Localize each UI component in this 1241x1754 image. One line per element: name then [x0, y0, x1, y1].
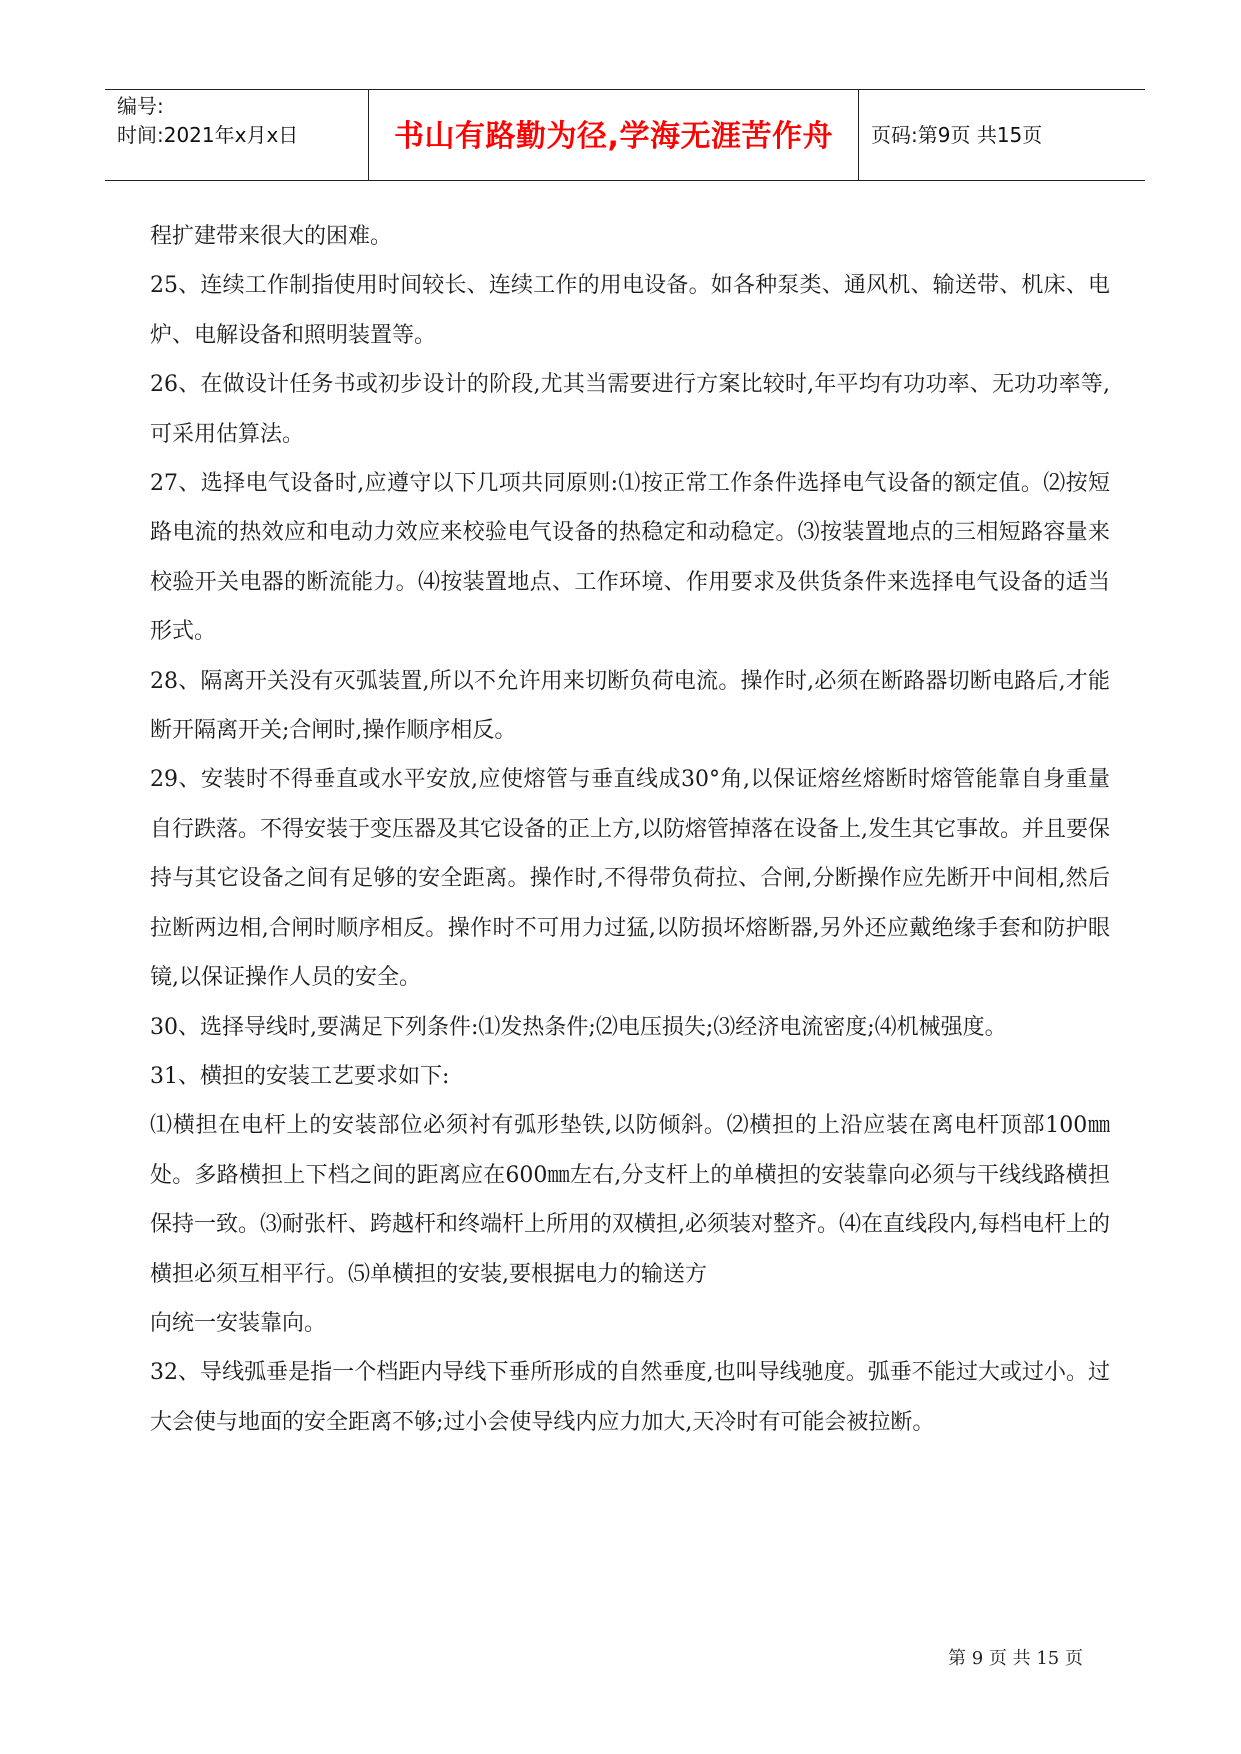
- paragraph: 程扩建带来很大的困难。: [150, 224, 393, 249]
- document-number-label: 编号:: [117, 94, 164, 118]
- paragraph: 31、横担的安装工艺要求如下:: [150, 1063, 450, 1089]
- paragraph: 32、导线弧垂是指一个档距内导线下垂所形成的自然垂度,也叫导线驰度。弧垂不能过大或过小。过大会使与地面的安全距离不够;过小会使导线内应力加大,天冷时有可能会被拉断。: [150, 1360, 1110, 1435]
- paragraph: 28、隔离开关没有灭弧装置,所以不允许用来切断负荷电流。操作时,必须在断路器切断电路后,才能断开隔离开关;合闸时,操作顺序相反。: [150, 668, 1110, 744]
- paragraph: 26、在做设计任务书或初步设计的阶段,尤其当需要进行方案比较时,年平均有功功率、无功功率等,可采用估算法。: [150, 372, 1110, 447]
- document-body: [150, 212, 1110, 1447]
- page-footer: 第 9 页 共 15 页: [948, 1648, 1083, 1669]
- paragraph: 27、选择电气设备时,应遵守以下几项共同原则:⑴按正常工作条件选择电气设备的额定值。⑵按短路电流的热效应和电动力效应来校验电气设备的热稳定和动稳定。⑶按装置地点的三相短路容量来校验开关电器的断流能力。⑷按装置地点、工作环境、作用要求及供货条件来选择电气设备的适当形式。: [150, 471, 1110, 645]
- paragraph: 向统一安装靠向。: [150, 1310, 327, 1336]
- document-time-label: 时间:2021年x月x日: [117, 123, 299, 147]
- header-page-label: 页码:第9页 共15页: [871, 122, 1043, 147]
- document-header: [105, 89, 1145, 181]
- paragraph: ⑴横担在电杆上的安装部位必须衬有弧形垫铁,以防倾斜。⑵横担的上沿应装在离电杆顶部100㎜处。多路横担上下档之间的距离应在600㎜左右,分支杆上的单横担的安装靠向必须与干线线路横担保持一致。⑶耐张杆、跨越杆和终端杆上所用的双横担,必须装对整齐。⑷在直线段内,每档电杆上的横担必须互相平行。⑸单横担的安装,要根据电力的输送方: [150, 1113, 1110, 1287]
- header-motto: 书山有路勤为径,学海无涯苦作舟: [369, 90, 859, 180]
- paragraph: 25、连续工作制指使用时间较长、连续工作的用电设备。如各种泵类、通风机、输送带、机床、电炉、电解设备和照明装置等。: [150, 273, 1110, 348]
- paragraph: 29、安装时不得垂直或水平安放,应使熔管与垂直线成30°角,以保证熔丝熔断时熔管能靠自身重量自行跌落。不得安装于变压器及其它设备的正上方,以防熔管掉落在设备上,发生其它事故。并且要保持与其它设备之间有足够的安全距离。操作时,不得带负荷拉、合闸,分断操作应先断开中间相,然后拉断两边相,合闸时顺序相反。操作时不可用力过猛,以防损坏熔断器,另外还应戴绝缘手套和防护眼镜,以保证操作人员的安全。: [150, 767, 1110, 991]
- header-info-cell: [105, 90, 369, 180]
- paragraph: 30、选择导线时,要满足下列条件:⑴发热条件;⑵电压损失;⑶经济电流密度;⑷机械强度。: [150, 1014, 1007, 1040]
